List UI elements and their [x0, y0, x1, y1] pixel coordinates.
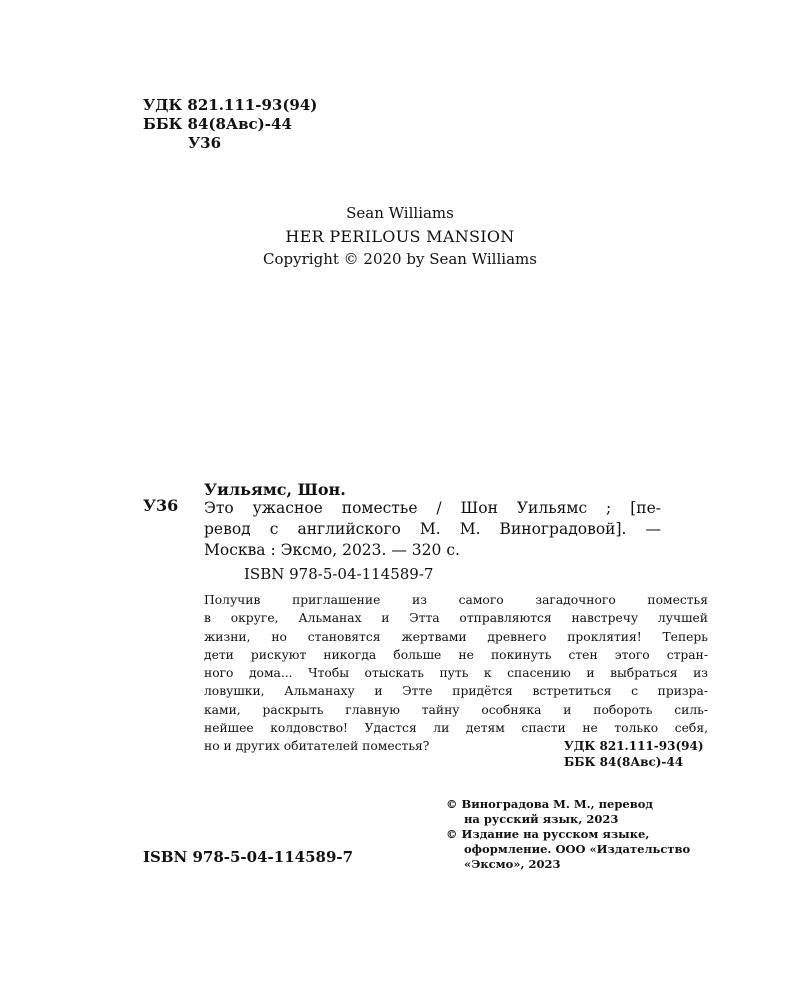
original-title: HER PERILOUS MANSION	[285, 227, 515, 246]
author-sign: У36	[188, 134, 222, 152]
annotation-line: нейшее колдовство! Удастся ли детям спасти не только себя,	[204, 721, 708, 736]
annotation-line: но и других обитателей поместья?	[204, 739, 430, 754]
bib-description-line: Это ужасное поместье / Шон Уильямс ; [пе-	[204, 499, 661, 517]
isbn-bottom: ISBN 978-5-04-114589-7	[143, 848, 354, 866]
annotation-line: ками, раскрыть главную тайну особняка и побороть силь-	[204, 702, 708, 717]
original-author: Sean Williams	[346, 204, 454, 222]
copyright-edition-publisher: «Эксмо», 2023	[464, 857, 561, 871]
bib-description-line: ревод с английского М. М. Виноградовой]. —	[204, 520, 661, 538]
classification-codes-top	[143, 96, 317, 153]
annotation	[204, 591, 708, 756]
bib-description	[204, 498, 661, 561]
annotation-line: ного дома... Чтобы отыскать путь к спасению и выбраться из	[204, 666, 708, 681]
annotation-line: Получив приглашение из самого загадочного поместья	[204, 593, 708, 607]
bib-description-line: Москва : Эксмо, 2023. — 320 с.	[204, 541, 460, 559]
udk-code-bottom: УДК 821.111-93(94)	[564, 739, 704, 753]
original-copyright: Copyright © 2020 by Sean Williams	[263, 250, 537, 268]
bbk-code-bottom: ББК 84(8Авс)-44	[564, 755, 684, 769]
copyright-edition: © Издание на русском языке,	[446, 827, 650, 841]
copyright-edition-cont: оформление. ООО «Издательство	[464, 842, 691, 856]
copyright-notices	[446, 797, 690, 872]
annotation-line: жизни, но становятся жертвами древнего проклятия! Теперь	[204, 629, 708, 644]
copyright-translation-cont: на русский язык, 2023	[464, 812, 619, 826]
bbk-code: ББК 84(8Авс)-44	[143, 115, 292, 133]
annotation-line: ловушки, Альманаху и Этте придётся встретиться с призра-	[204, 684, 708, 699]
udk-code: УДК 821.111-93(94)	[143, 96, 318, 114]
annotation-line: дети рискуют никогда больше не покинуть стен этого стран-	[204, 647, 708, 662]
annotation-line: в округе, Альманах и Этта отправляются навстречу лучшей	[204, 611, 708, 626]
bib-author-sign: У36	[143, 496, 179, 515]
bib-isbn: ISBN 978-5-04-114589-7	[244, 565, 434, 583]
classification-codes-bottom	[564, 738, 704, 770]
copyright-translation: © Виноградова М. М., перевод	[446, 797, 654, 811]
bib-author: Уильямс, Шон.	[204, 480, 346, 499]
